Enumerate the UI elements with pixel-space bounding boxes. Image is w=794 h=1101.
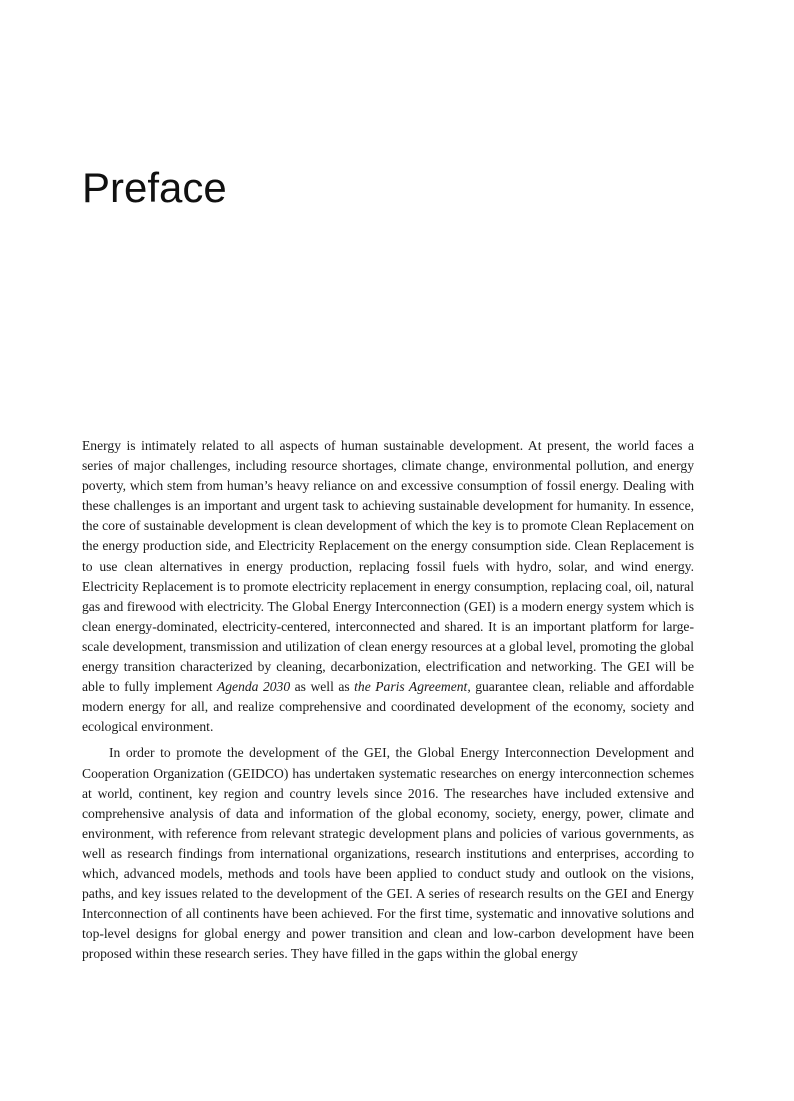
page-title: Preface [82, 164, 227, 211]
paragraph-1-text-b: as well as [290, 679, 355, 695]
paragraph-1-text-a: Energy is intimately related to all aspects of human sustainable development. At present, the world faces a series of major challenges, including resource shortages, climate change, environmental pollution, and energy poverty, which stem from human’s heavy reliance on and excessive consumption of fossil energy. Dealing with these challenges is an important and urgent task to achieving sustainable development for humanity. In essence, the core of sustainable development is clean development of which the key is to promote Clean Replacement on the energy production side, and Electricity Replacement on the energy consumption side. Clean Replacement is to use clean alternatives in energy production, replacing fossil fuels with hydro, solar, and wind energy. Electricity Replacement is to promote electricity replacement in energy consumption, replacing coal, oil, natural gas and firewood with electricity. The Global Energy Interconnection (GEI) is a modern energy system which is clean energy-dominated, electricity-centered, interconnected and shared. It is an important platform for large-scale development, transmission and utilization of clean energy resources at a global level, promoting the global energy transition characterized by cleaning, decarbonization, electrification and networking. The GEI will be able to fully implement [82, 438, 694, 695]
paragraph-2: In order to promote the development of the GEI, the Global Energy Interconnection Development and Cooperation Organization (GEIDCO) has undertaken systematic researches on energy interconnection schemes at world, continent, key region and country levels since 2016. The researches have included extensive and comprehensive analysis of data and information of the global economy, society, energy, power, climate and environment, with reference from relevant strategic development plans and policies of various governments, as well as research findings from international organizations, research institutions and enterprises, according to which, advanced models, methods and tools have been applied to conduct study and outlook on the visions, paths, and key issues related to the development of the GEI. A series of research results on the GEI and Energy Interconnection of all continents have been achieved. For the first time, systematic and innovative solutions and top-level designs for global energy and power transition and clean and low-carbon development have been proposed within these research series. They have filled in the gaps within the global energy [82, 745, 694, 962]
paragraph-1 [82, 436, 694, 737]
paragraph-1-text-c: , guarantee clean, reliable and affordable modern energy for all, and realize comprehensive and coordinated development of the economy, society and ecological environment. [82, 679, 694, 735]
agenda-2030-reference: Agenda 2030 [216, 679, 291, 695]
paris-agreement-reference: the Paris Agreement [354, 679, 468, 695]
preface-body [82, 436, 694, 964]
